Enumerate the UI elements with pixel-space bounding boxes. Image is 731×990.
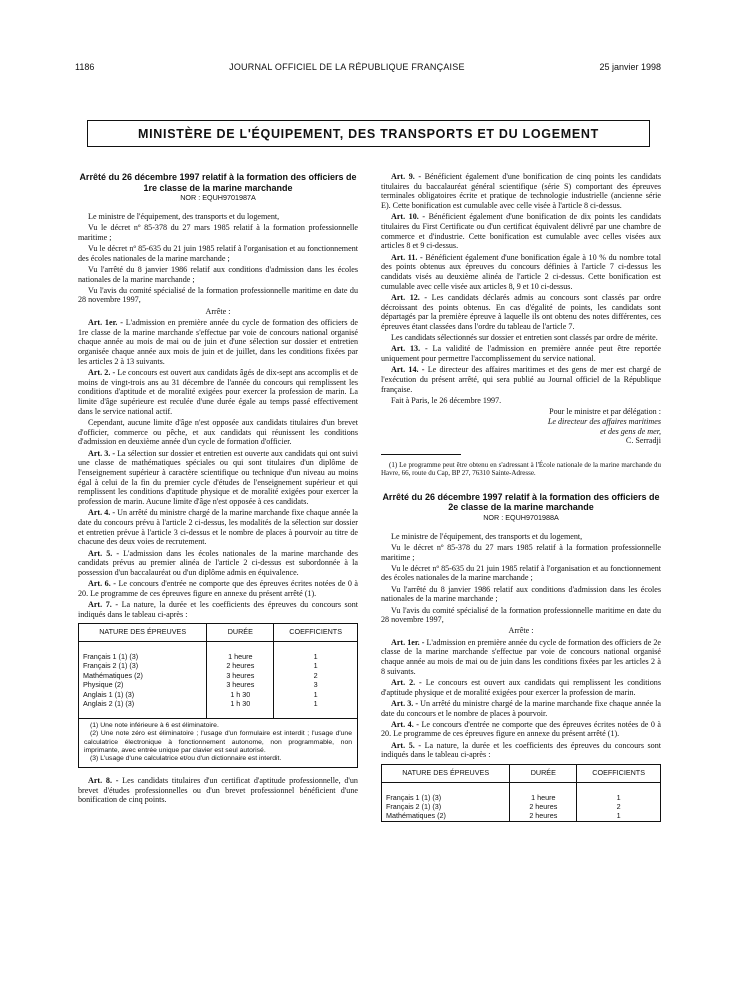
decree2-nor: NOR : EQUH9701988A: [483, 512, 559, 522]
article-text: Cependant, aucune limite d'âge n'est opposée aux candidats titulaires d'un brevet d'officier, commerce ou pêche, et aux candidats qui réunissent les conditions d'admission en deuxième année d'un cycle de formation d'officier.: [78, 417, 358, 447]
article: [78, 776, 358, 805]
col-header-duration: DURÉE: [207, 624, 274, 642]
article-label: Art. 11. -: [391, 252, 423, 262]
exam-duration: 1 heure: [510, 793, 577, 802]
exam-coef: 1: [274, 699, 358, 708]
page-number: 1186: [75, 62, 95, 72]
preamble-line: Vu l'avis du comité spécialisé de la formation professionnelle maritime en date du 28 novembre 1997,: [78, 285, 358, 305]
exam-coef: 1: [274, 690, 358, 699]
article-text: Bénéficient également d'une bonification égale à 10 % du nombre total des points obtenus aux épreuves du concours définies à l'article 7 ci-dessus les candidats visés au deuxième alinéa de l'article 2 ci-dessus. Cette bonification est cumulable avec celle visée aux articles 8, 9 et 10 ci-dessus.: [381, 252, 661, 291]
col-header-nature: NATURE DES ÉPREUVES: [382, 765, 510, 783]
preamble-line: Vu le décret nº 85-635 du 21 juin 1985 relatif à l'organisation et au fonctionnement des écoles nationales de la marine marchande ;: [381, 563, 661, 583]
article: [78, 549, 358, 578]
preamble-line: Vu l'arrêté du 8 janvier 1986 relatif aux conditions d'admission dans les écoles nationales de la marine marchande ;: [381, 584, 661, 604]
article-text: Le concours d'entrée ne comporte que des épreuves écrites notées de 0 à 20. Le programme de ces épreuves figure en annexe du présent arrêté (1).: [78, 579, 359, 598]
article-label: Art. 2. -: [88, 367, 116, 377]
exam-name: Anglais 1 (1) (3): [79, 690, 207, 699]
article-label: Art. 6. -: [88, 579, 116, 589]
exam-table: [78, 623, 358, 719]
table-note: (2) Une note zéro est éliminatoire ; l'usage d'un formulaire est interdit ; l'usage d'une calculatrice électronique à fonctionnement autonome, non programmable, non imprimante, avec entrée unique par clavier est seul autorisé.: [84, 730, 352, 754]
article-label: Art. 3. -: [391, 698, 419, 708]
article-text: Bénéficient également d'une bonification de dix points les candidats titulaires du First Certificate ou d'un certificat équivalent délivré par une chambre de commerce et d'industrie. Cette bonification est cumulable avec celles visées aux articles 8 et 9 ci-dessus.: [381, 212, 661, 251]
exam-name: Physique (2): [79, 680, 207, 689]
right-column: [381, 172, 661, 822]
arrete-heading: Arrête :: [205, 306, 231, 316]
preamble-line: Vu le décret nº 85-378 du 27 mars 1985 relatif à la formation professionnelle maritime ;: [78, 223, 358, 242]
article: [78, 600, 358, 619]
article-text: Les candidats sélectionnés sur dossier et entretien sont classés par ordre de mérite.: [391, 333, 658, 343]
exam-coef: 2: [274, 671, 358, 680]
article-label: Art. 5. -: [391, 740, 422, 750]
article-text: Le concours d'entrée ne comporte que des épreuves écrites notées de 0 à 20. Le programme de ces épreuves figure en annexe du présent arrêté (1).: [381, 719, 662, 739]
article: [78, 579, 358, 598]
exam-duration: 1 h 30: [207, 690, 274, 699]
article-label: Art. 9. -: [391, 172, 422, 181]
exam-name: Mathématiques (2): [382, 811, 510, 821]
article-text: La nature, la durée et les coefficients des épreuves du concours sont indiqués dans le tableau ci-après :: [78, 600, 359, 619]
article-label: Art. 3. -: [88, 448, 116, 458]
exam-coef: 1: [274, 652, 358, 661]
exam-duration: 2 heures: [510, 811, 577, 821]
article: [381, 172, 661, 211]
decree1-title: Arrêté du 26 décembre 1997 relatif à la formation des officiers de 1re classe de la marine marchande: [79, 172, 357, 193]
left-column: [78, 172, 358, 807]
article-text: L'admission en première année du cycle de formation des officiers de 2e classe de la marine marchande s'effectue par voie de concours national organisé chaque année au mois de mai ou de juin dans les conditions fixées par les articles 2 à 8 suivants.: [381, 637, 661, 676]
article-label: Art. 14. -: [391, 365, 425, 375]
issue-date: 25 janvier 1998: [599, 62, 661, 72]
table-row: [382, 793, 661, 802]
table-row: [79, 690, 358, 699]
table-row: [382, 802, 661, 811]
exam-duration: 2 heures: [510, 802, 577, 811]
exam-name: Français 2 (1) (3): [382, 802, 510, 811]
table-row: [79, 661, 358, 670]
exam-name: Mathématiques (2): [79, 671, 207, 680]
exam-coef: 3: [274, 680, 358, 689]
article: [381, 293, 661, 332]
table-notes: [78, 719, 358, 768]
article-text: Le directeur des affaires maritimes et des gens de mer est chargé de l'exécution du présent arrêté, qui sera publié au Journal officiel de la République française.: [381, 365, 661, 394]
exam-coef: 2: [577, 802, 661, 811]
article-text: La sélection sur dossier et entretien est ouverte aux candidats qui ont suivi une classe de mathématiques spéciales ou qui sont titulaires d'un diplôme de l'enseignement supérieur à caractère scientifique ou technique d'un niveau au moins égal à celui de la fin du premier cycle d'études de l'enseignement supérieur et qui remplissent les conditions d'aptitude physique et de moralité exigées pour exercer la profession de marin. Aucune limite d'âge n'est opposée à ces candidats.: [78, 448, 359, 507]
done-at: Fait à Paris, le 26 décembre 1997.: [391, 395, 502, 405]
exam-duration: 2 heures: [207, 661, 274, 670]
exam-name: Français 1 (1) (3): [79, 652, 207, 661]
journal-title: JOURNAL OFFICIEL DE LA RÉPUBLIQUE FRANÇAISE: [229, 62, 465, 72]
exam-duration: 3 heures: [207, 680, 274, 689]
article-text: Un arrêté du ministre chargé de la marine marchande fixe chaque année la date du concours prévu à l'article 2 ci-dessus, les modalités de la sélection sur dossier et entretien prévue à l'article 3 ci-dessus et le nombre de places à pourvoir au titre de chacune des deux voies de recrutement.: [78, 508, 358, 547]
article: [381, 678, 661, 697]
page-header: [75, 60, 661, 74]
article-text: Le concours est ouvert aux candidats qui remplissent les conditions d'aptitude physique et de moralité exigées pour exercer la profession de marin.: [381, 677, 661, 697]
article-text: Bénéficient également d'une bonification de cinq points les candidats titulaires du baccalauréat général scientifique (série S) comportant des épreuves terminales obligatoires écrite et pratique de technologie industrielle (ancienne série E). Cette bonification est cumulable avec celle visée à l'article 8 ci-dessus.: [381, 172, 662, 211]
article: [381, 720, 661, 739]
preamble-line: Vu l'arrêté du 8 janvier 1986 relatif aux conditions d'admission dans les écoles nationales de la marine marchande ;: [78, 264, 358, 284]
table-row: [79, 671, 358, 680]
table-row: [382, 811, 661, 821]
article-text: L'admission dans les écoles nationales de la marine marchande des candidats prévus au premier alinéa de l'article 2 ci-dessus est subordonnée à la possession d'un baccalauréat ou d'un diplôme admis en équivalence.: [78, 548, 358, 577]
exam-table: [381, 764, 661, 822]
article: [78, 508, 358, 547]
article: [78, 418, 358, 447]
col-header-duration: DURÉE: [510, 765, 577, 783]
exam-duration: 3 heures: [207, 671, 274, 680]
article-label: Art. 2. -: [391, 677, 422, 687]
article: [78, 368, 358, 417]
exam-name: Français 2 (1) (3): [79, 661, 207, 670]
footnote: (1) Le programme peut être obtenu en s'adressant à l'École nationale de la marine marchande du Havre, 66, route du Cap, BP 27, 76310 Sainte-Adresse.: [381, 460, 661, 478]
preamble-line: Le ministre de l'équipement, des transports et du logement,: [391, 531, 583, 541]
exam-name: Français 1 (1) (3): [382, 793, 510, 802]
col-header-coefficients: COEFFICIENTS: [274, 624, 358, 642]
article-text: Les candidats titulaires d'un certificat d'aptitude professionnelle, d'un brevet d'études professionnelles ou d'un brevet professionnel bénéficient d'une bonification de cinq points.: [78, 776, 358, 805]
exam-coef: 1: [274, 661, 358, 670]
article-text: Les candidats déclarés admis au concours sont classés par ordre décroissant des points obtenus. En cas d'égalité de points, les candidats sont départagés par la première épreuve à laquelle ils ont obtenu des notes différentes, ces épreuves étant classées dans l'ordre du tableau de l'article 7.: [381, 292, 662, 332]
article-label: Art. 10. -: [391, 212, 426, 222]
article-label: Art. 1er. -: [391, 637, 425, 647]
table-row: [79, 652, 358, 661]
article-label: Art. 12. -: [391, 292, 428, 302]
article-label: Art. 1er. -: [88, 317, 123, 327]
article-label: Art. 4. -: [88, 508, 116, 518]
arrete-heading: Arrête :: [508, 626, 534, 636]
table-row: [79, 680, 358, 689]
article: [381, 638, 661, 677]
article: [381, 365, 661, 394]
article-label: Art. 7. -: [88, 600, 119, 610]
exam-duration: 1 h 30: [207, 699, 274, 708]
preamble-line: Vu le décret nº 85-635 du 21 juin 1985 relatif à l'organisation et au fonctionnement des écoles nationales de la marine marchande ;: [78, 243, 358, 263]
decree2-title: Arrêté du 26 décembre 1997 relatif à la formation des officiers de 2e classe de la marine marchande: [382, 491, 660, 513]
article-text: L'admission en première année du cycle de formation des officiers de 1re classe de la marine marchande s'effectue par voie de concours national organisé chaque année au mois de mai ou de juin et d'une sélection sur dossier et entretien organisée chaque année aux mois de juin et de juillet, dans les conditions fixées par les articles 2 à 13 suivants.: [78, 317, 358, 366]
table-row: [79, 699, 358, 708]
signatory-name: C. Serradji: [625, 436, 661, 446]
table-note: (1) Une note inférieure à 6 est éliminatoire.: [90, 722, 219, 730]
article-label: Art. 13. -: [391, 344, 428, 354]
table-note: (3) L'usage d'une calculatrice et/ou d'un dictionnaire est interdit.: [90, 754, 282, 762]
signature-line: Le directeur des affaires maritimes: [547, 416, 661, 426]
article: [381, 741, 661, 760]
article: [381, 253, 661, 292]
exam-coef: 1: [577, 811, 661, 821]
exam-coef: 1: [577, 793, 661, 802]
article-text: La nature, la durée et les coefficients des épreuves du concours sont indiqués dans le tableau ci-après :: [381, 740, 662, 760]
article-label: Art. 4. -: [391, 719, 419, 729]
preamble-line: Le ministre de l'équipement, des transports et du logement,: [88, 211, 280, 221]
article-label: Art. 5. -: [88, 548, 120, 558]
preamble-line: Vu le décret nº 85-378 du 27 mars 1985 relatif à la formation professionnelle maritime ;: [381, 542, 661, 562]
ministry-banner: MINISTÈRE DE L'ÉQUIPEMENT, DES TRANSPORTS ET DU LOGEMENT: [87, 120, 650, 147]
article: [381, 333, 661, 343]
exam-duration: 1 heure: [207, 652, 274, 661]
article: [381, 344, 661, 363]
article: [381, 212, 661, 251]
exam-name: Anglais 2 (1) (3): [79, 699, 207, 708]
article: [78, 449, 358, 507]
col-header-coefficients: COEFFICIENTS: [577, 765, 661, 783]
signature-line: Pour le ministre et par délégation :: [549, 407, 661, 417]
article: [78, 318, 358, 367]
article-label: Art. 8. -: [88, 776, 119, 786]
footnote-divider: [381, 454, 461, 455]
signature-line: et des gens de mer,: [600, 426, 661, 436]
article-text: Un arrêté du ministre chargé de la marine marchande fixe chaque année la date du concours et le nombre de places à pourvoir.: [381, 698, 661, 718]
col-header-nature: NATURE DES ÉPREUVES: [79, 624, 207, 642]
article: [381, 699, 661, 718]
article-text: Le concours est ouvert aux candidats âgés de dix-sept ans accomplis et de moins de vingt-trois ans au 31 décembre de l'année du concours qui remplissent les conditions d'aptitude et de moralité exigées pour exercer la profession de marin. La limite d'âge supérieure est reculée d'une durée égale au temps passé effectivement dans le service national actif.: [78, 367, 358, 416]
decree1-nor: NOR : EQUH9701987A: [180, 193, 256, 203]
preamble-line: Vu l'avis du comité spécialisé de la formation professionnelle maritime en date du 28 novembre 1997,: [381, 605, 661, 625]
article-text: La validité de l'admission en première année peut être reportée uniquement pour permettre l'accomplissement du service national.: [381, 344, 661, 364]
